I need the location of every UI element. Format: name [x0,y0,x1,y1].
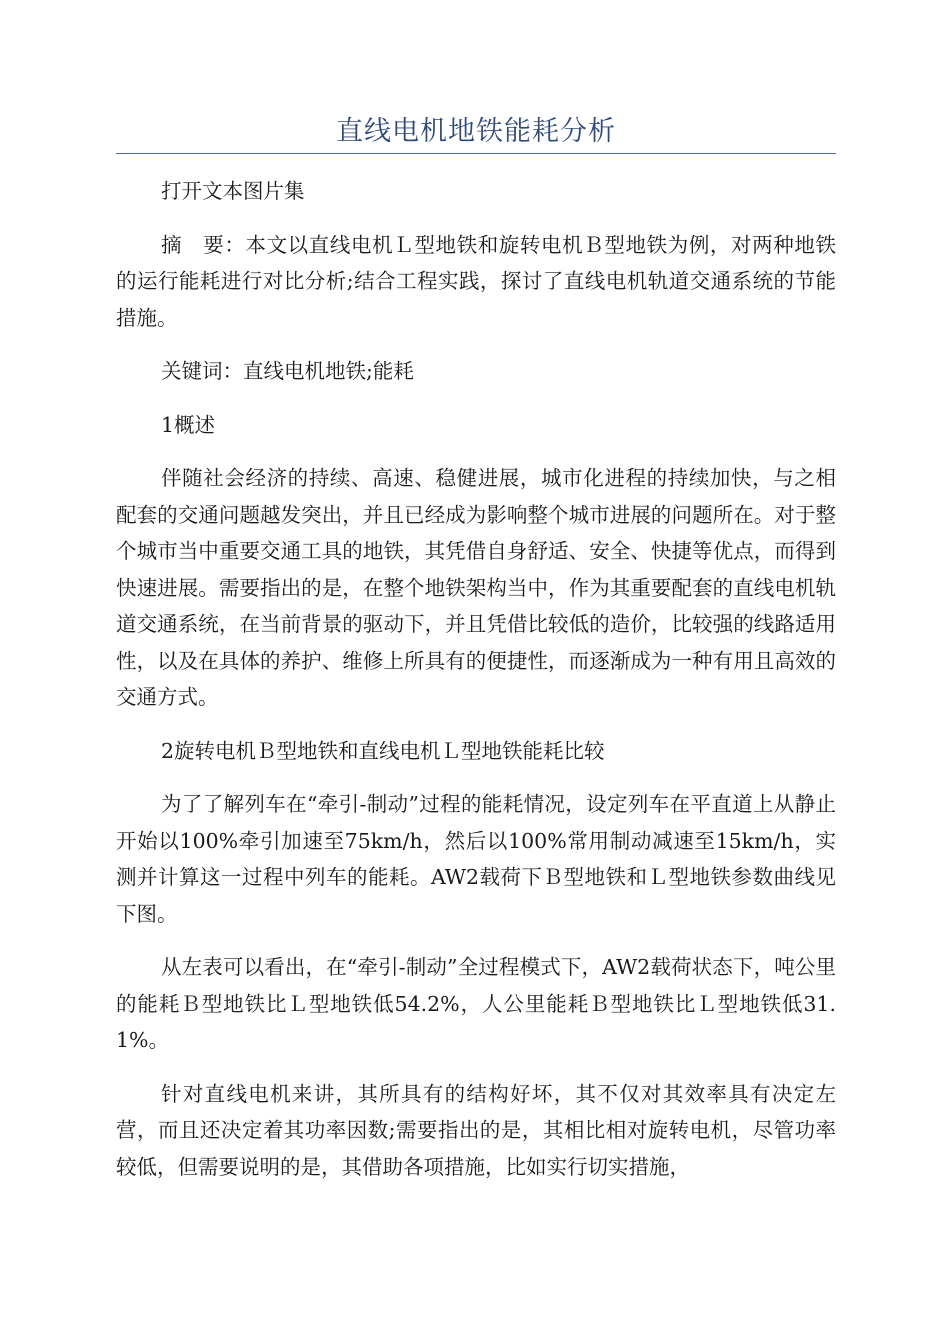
section-heading-2: 2旋转电机Ｂ型地铁和直线电机Ｌ型地铁能耗比较 [161,738,605,763]
document-body [116,173,836,1202]
body-paragraph: 为了了解列车在“牵引-制动”过程的能耗情况，设定列车在平直道上从静止开始以100%牵引加速至75km/h，然后以100%常用制动减速至15km/h，实测并计算这一过程中列车的能耗。AW2载荷下Ｂ型地铁和Ｌ型地铁参数曲线见下图。 [116,792,836,926]
image-gallery-link[interactable]: 打开文本图片集 [161,179,305,203]
body-paragraph: 从左表可以看出，在“牵引-制动”全过程模式下，AW2载荷状态下，吨公里的能耗Ｂ型地铁比Ｌ型地铁低54.2%，人公里能耗Ｂ型地铁比Ｌ型地铁低31.1%。 [116,955,836,1052]
abstract-paragraph: 摘 要：本文以直线电机Ｌ型地铁和旋转电机Ｂ型地铁为例，对两种地铁的运行能耗进行对比分析;结合工程实践，探讨了直线电机轨道交通系统的节能措施。 [116,232,836,330]
keywords-paragraph: 关键词：直线电机地铁;能耗 [161,359,414,383]
section-heading-1: 1概述 [161,412,216,437]
title-divider [116,153,836,154]
body-paragraph: 伴随社会经济的持续、高速、稳健进展，城市化进程的持续加快，与之相配套的交通问题越发突出，并且已经成为影响整个城市进展的问题所在。对于整个城市当中重要交通工具的地铁，其凭借自身舒适、安全、快捷等优点，而得到快速进展。需要指出的是，在整个地铁架构当中，作为其重要配套的直线电机轨道交通系统，在当前背景的驱动下，并且凭借比较低的造价，比较强的线路适用性，以及在具体的养护、维修上所具有的便捷性，而逐渐成为一种有用且高效的交通方式。 [116,466,836,709]
body-paragraph: 针对直线电机来讲，其所具有的结构好坏，其不仅对其效率具有决定左营，而且还决定着其功率因数;需要指出的是，其相比相对旋转电机，尽管功率较低，但需要说明的是，其借助各项措施，比如实行切实措施， [116,1081,836,1179]
document-title: 直线电机地铁能耗分析 [336,116,616,147]
